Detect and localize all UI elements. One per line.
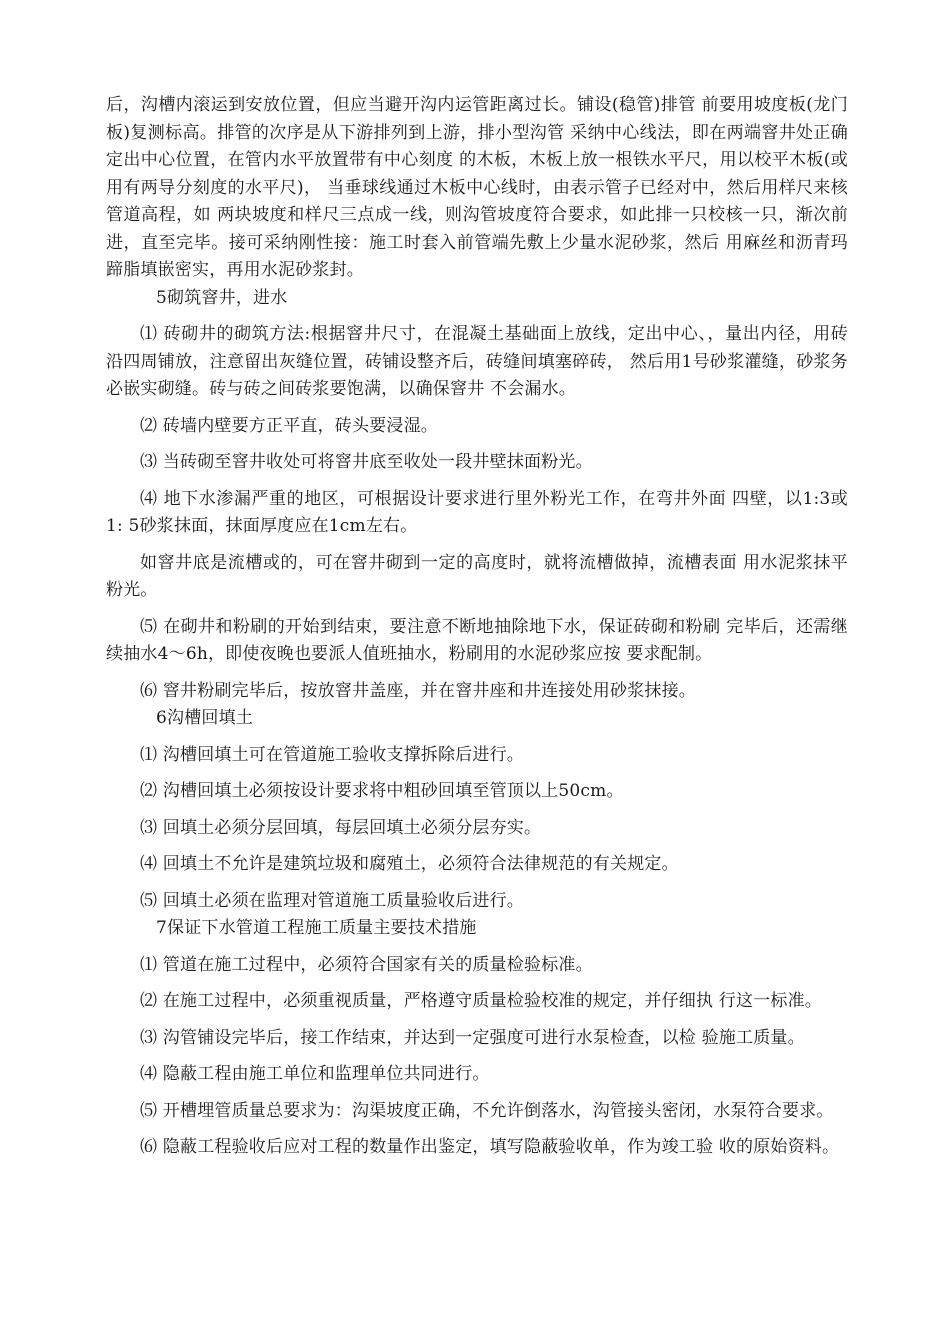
paragraph-6-4: ⑷ 回填土不允许是建筑垃圾和腐殖土，必须符合法律规范的有关规定。 bbox=[140, 854, 679, 874]
paragraph-6-3: ⑶ 回填土必须分层回填，每层回填土必须分层夯实。 bbox=[140, 817, 542, 838]
paragraph-6-2: ⑵ 沟槽回填土必须按设计要求将中粗砂回填至管顶以上50cm。 bbox=[140, 781, 624, 801]
paragraph-6-1: ⑴ 沟槽回填土可在管道施工验收支撑拆除后进行。 bbox=[140, 744, 525, 765]
paragraph-pipe-laying: 后，沟槽内滚运到安放位置，但应当避开沟内运管距离过长。铺设(稳管)排管 前要用坡度板(龙门板)复测标高。排管的次序是从下游排列到上游，排小型沟管 采纳中心线法，即在两端窨井处正确定出中心位置，在管内水平放置带有中心刻度 的木板，木板上放一根铁水平尺，用以校平木板(或用有两导分刻度的水平尺)， 当垂球线通过木板中心线时，由表示管子已经对中，然后用样尺来核管道高程，如 两块坡度和样尺三点成一线，则沟管坡度符合要求，如此排一只校核一只，渐次前 进，直至完毕。接可采纳刚性接：施工时套入前管端先敷上少量水泥砂浆，然后 用麻丝和沥青玛蹄脂填嵌密实，再用水泥砂浆封。 bbox=[106, 95, 848, 280]
paragraph-5-4: ⑷ 地下水渗漏严重的地区，可根据设计要求进行里外粉光工作，在弯井外面 四壁，以1:3或1: 5砂浆抹面，抹面厚度应在1cm左右。 bbox=[106, 488, 848, 536]
paragraph-7-5: ⑸ 开槽埋管质量总要求为：沟渠坡度正确，不允许倒落水，沟管接头密闭，水泵符合要求。 bbox=[140, 1100, 834, 1121]
paragraph-5-2: ⑵ 砖墙内壁要方正平直，砖头要浸湿。 bbox=[140, 415, 439, 436]
paragraph-5-1: ⑴ 砖砌井的砌筑方法:根据窨井尺寸，在混凝土基础面上放线，定出中心、，量出内径，用砖沿四周铺放，注意留出灰缝位置，砖铺设整齐后，砖缝间填塞碎砖， 然后用1号砂浆灌缝，砂浆务必嵌实砌缝。砖与砖之间砖浆要饱满，以确保窨井 不会漏水。 bbox=[106, 324, 848, 399]
paragraph-7-6: ⑹ 隐蔽工程验收后应对工程的数量作出鉴定，填写隐蔽验收单，作为竣工验 收的原始资料。 bbox=[140, 1137, 840, 1157]
paragraph-5-note: 如窨井底是流槽或的，可在窨井砌到一定的高度时，就将流槽做掉，流槽表面 用水泥浆抹平粉光。 bbox=[106, 552, 848, 600]
paragraph-6-5: ⑸ 回填土必须在监理对管道施工质量验收后进行。 bbox=[140, 890, 525, 911]
paragraph-7-2: ⑵ 在施工过程中，必须重视质量，严格遵守质量检验校准的规定，并仔细执 行这一标准。 bbox=[140, 991, 823, 1011]
paragraph-5-6: ⑹ 窨井粉刷完毕后，按放窨井盖座，并在窨井座和井连接处用砂浆抹接。 bbox=[140, 680, 697, 701]
section-heading-7: 7保证下水管道工程施工质量主要技术措施 bbox=[156, 918, 477, 938]
paragraph-7-4: ⑷ 隐蔽工程由施工单位和监理单位共同进行。 bbox=[140, 1064, 490, 1084]
paragraph-5-5: ⑸ 在砌井和粉刷的开始到结束，要注意不断地抽除地下水，保证砖砌和粉刷 完毕后，还需继续抽水4〜6h，即使夜晚也要派人值班抽水，粉刷用的水泥砂浆应按 要求配制。 bbox=[106, 616, 848, 664]
paragraph-5-3: ⑶ 当砖砌至窨井收处可将窨井底至收处一段井壁抹面粉光。 bbox=[140, 452, 593, 472]
paragraph-7-3: ⑶ 沟管铺设完毕后，接工作结束，并达到一定强度可进行水泵检查，以检 验施工质量。 bbox=[140, 1027, 805, 1048]
section-heading-5: 5砌筑窨井，进水 bbox=[156, 287, 288, 308]
section-heading-6: 6沟槽回填土 bbox=[156, 708, 254, 728]
paragraph-7-1: ⑴ 管道在施工过程中，必须符合国家有关的质量检验标准。 bbox=[140, 954, 593, 975]
document-page bbox=[106, 92, 848, 1162]
